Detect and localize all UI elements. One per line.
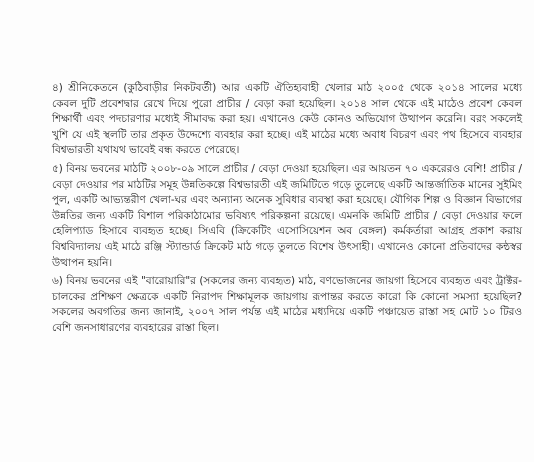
paragraph-4: ৪) শ্রীনিকেতনে (কুঠিবাড়ীর নিকটবর্তী) আর একটি ঐতিহ্যবাহী খেলার মাঠ ২০০৫ থেকে ২০১৪ সালের মধ্যে কেবল দুটি প্রবেশদ্বার রেখে দিয়ে পুরো প্রাচীর / বেড়া করা হয়েছিল। ২০১৪ সাল থেকে এই মাঠেও প্রবেশ কেবল শিক্ষার্থী এবং পদচারণার মধ্যেই সীমাবদ্ধ করা হয়। এখানেও কেউ কোনও অভিযোগ উত্থাপন করেনি। বরং সকলেই খুশি যে এই স্থলটি তার প্রকৃত উদ্দেশ্যে ব্যবহার করা হচ্ছে। এই মাঠের মধ্যে অবাধ বিচরণ এবং পথ হিসেবে ব্যবহার বিশ্বভারতী যথাযথ ভাবেই বন্ধ করতে পেরেছে। xyxy=(52,82,522,157)
document-body xyxy=(52,81,522,340)
paragraph-5: ৫) বিনয় ভবনের মাঠটি ২০০৮-০৯ সালে প্রাচীর / বেড়া দেওয়া হয়েছিল। এর আয়তন ৭০ একরেরও বেশি! প্রাচীর / বেড়া দেওয়ার পর মাঠটির সমূহ উন্নতিকল্পে বিশ্বভারতী এই জমিটিতে গড়ে তুলেছে একটি আন্তর্জাতিক মানের সুইমিং পুল, একটি আভ্যন্তরীণ খেলা-ঘর এবং অন্যান্য অনেক সুবিধার ব্যবস্থা করা হয়েছে। যৌগিক শিল্প ও বিজ্ঞান বিভাগের উন্নতির জন্য একটি বিশাল পরিকাঠামোর ভবিষ্যৎ পরিকল্পনা রয়েছে। এমনকি জমিটি প্রাচীর / বেড়া দেওয়ার ফলে হেলিপ্যাড হিসাবে ব্যবহৃত হচ্ছে। সিএবি (ক্রিকেটিং এসোসিয়েশন অব বেঙ্গল) কর্মকর্তারা আগ্রহ প্রকাশ করায় বিশ্ববিদ্যালয় এই মাঠে রঞ্জি স্ট্যান্ডার্ড ক্রিকেট মাঠ গড়ে তুলতে বিশেষ উৎসাহী। এখানেও কোনো প্রতিবাদের কন্ঠস্বর উত্থাপন হয়নি। xyxy=(52,162,522,269)
paragraph-6: ৬) বিনয় ভবনের এই "বারোয়ারি"র (সকলের জন্য ব্যবহৃত) মাঠ, বণভোজনের জায়গা হিসেবে ব্যবহৃত এবং ট্রাক্টর-চালকের প্রশিক্ষণ ক্ষেত্রকে একটি নিরাপদ শিক্ষামূলক জায়গায় রূপান্তর করতে কারো কি কোনো সমস্যা হয়েছিল? সকলের অবগতির জন্য জানাই, ২০০৭ সাল পর্যন্ত এই মাঠের মধ্যদিয়ে একটি পঞ্চায়েত রাস্তা সহ মোট ১০ টিরও বেশি জনসাধারণের ব্যবহারের রাস্তা ছিল। xyxy=(52,275,522,334)
